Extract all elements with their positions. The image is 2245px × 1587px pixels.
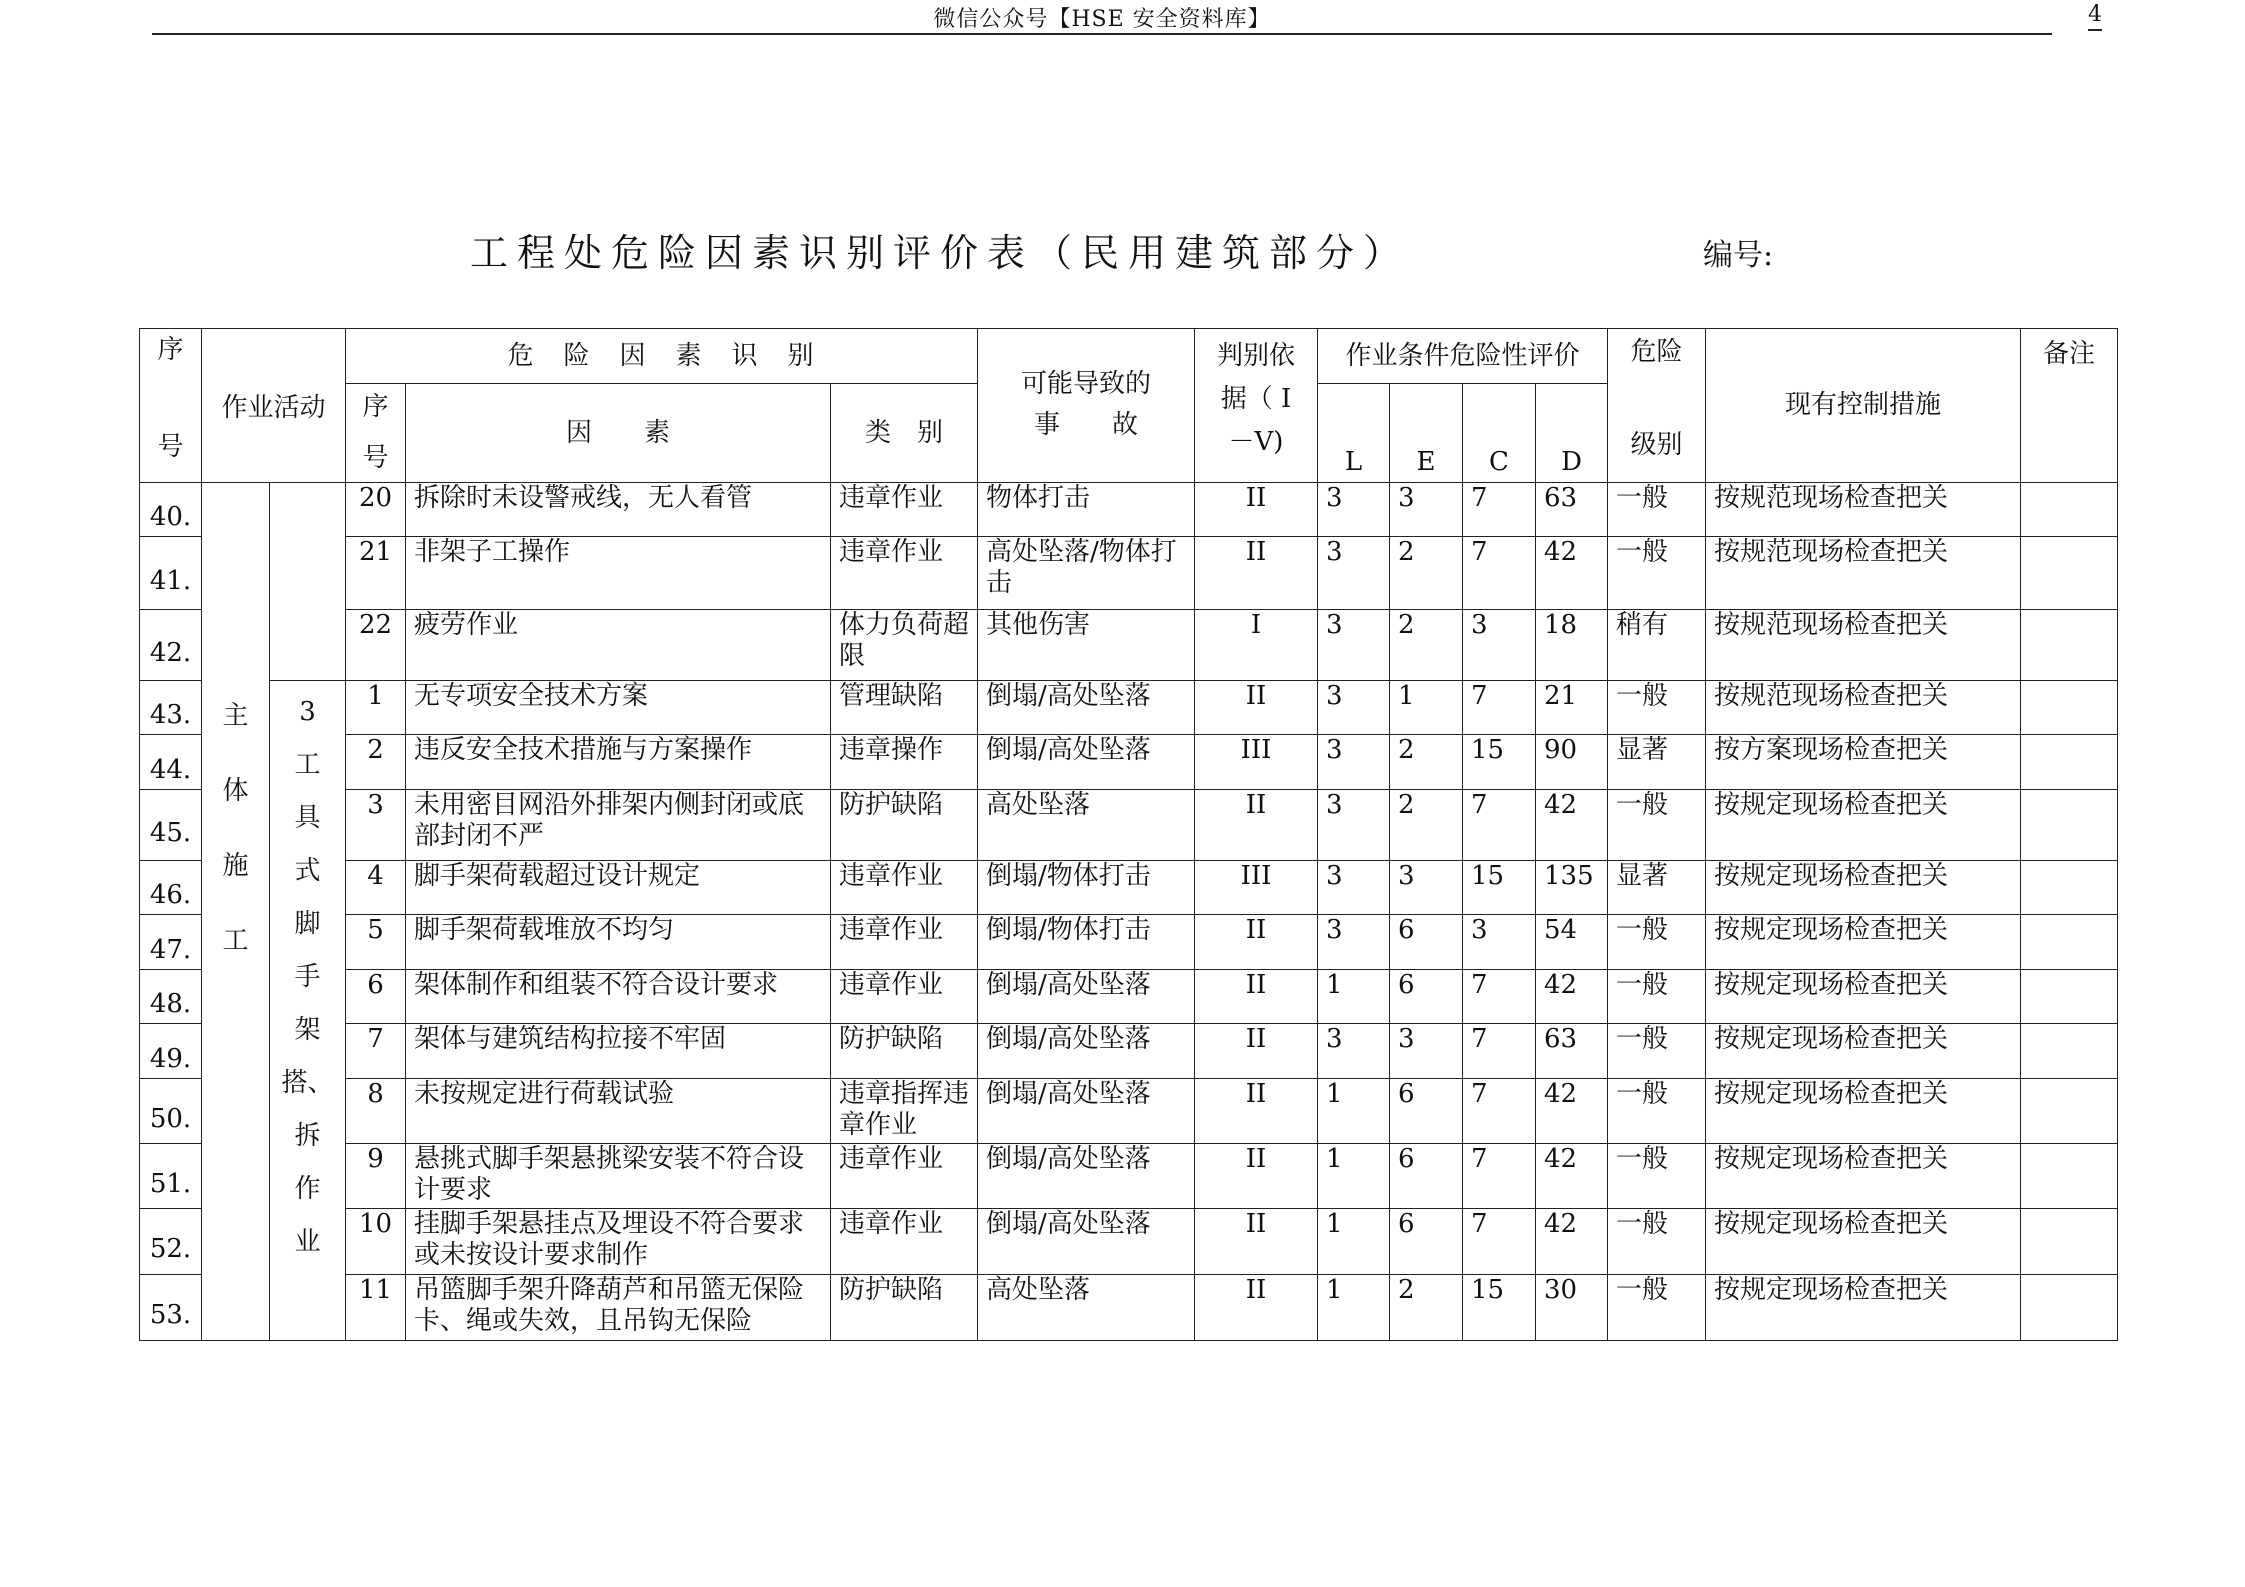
col-level-header — [1608, 329, 1706, 483]
value-E: 3 — [1390, 483, 1463, 537]
table-row — [140, 537, 2118, 610]
category: 防护缺陷 — [831, 1024, 978, 1079]
accident: 其他伤害 — [978, 610, 1195, 681]
row-number: 52. — [140, 1209, 202, 1275]
remark — [2021, 735, 2118, 790]
factor: 未按规定进行荷载试验 — [406, 1079, 831, 1144]
category: 防护缺陷 — [831, 790, 978, 861]
value-L: 3 — [1318, 483, 1390, 537]
factor: 悬挑式脚手架悬挑梁安装不符合设计要求 — [406, 1144, 831, 1209]
remark — [2021, 681, 2118, 735]
risk-level: 显著 — [1608, 735, 1706, 790]
value-L: 1 — [1318, 970, 1390, 1024]
col-accident-line1: 可能导致的 — [1020, 369, 1151, 399]
risk-level: 一般 — [1608, 1209, 1706, 1275]
value-C: 15 — [1463, 861, 1536, 915]
factor: 脚手架荷载超过设计规定 — [406, 861, 831, 915]
row-number: 43. — [140, 681, 202, 735]
serial-number-label: 编号: — [1703, 238, 1774, 273]
accident: 倒塌/高处坠落 — [978, 681, 1195, 735]
value-C: 15 — [1463, 1275, 1536, 1341]
value-D: 42 — [1536, 1209, 1608, 1275]
table-row — [140, 1079, 2118, 1144]
factor: 脚手架荷载堆放不均匀 — [406, 915, 831, 970]
value-L: 3 — [1318, 915, 1390, 970]
category: 违章操作 — [831, 735, 978, 790]
category: 防护缺陷 — [831, 1275, 978, 1341]
value-E: 2 — [1390, 1275, 1463, 1341]
value-L: 3 — [1318, 537, 1390, 610]
activity-sub-cell — [270, 681, 346, 1341]
value-C: 15 — [1463, 735, 1536, 790]
table-row — [140, 735, 2118, 790]
col-sub-seq-bottom: 号 — [362, 443, 389, 473]
activity-sub-char: 搭、 — [281, 1068, 334, 1098]
factor: 挂脚手架悬挂点及埋设不符合要求或未按设计要求制作 — [406, 1209, 831, 1275]
value-L: 1 — [1318, 1079, 1390, 1144]
activity-sub-char: 作 — [294, 1174, 321, 1204]
page-number: 4 — [2088, 2, 2102, 31]
risk-level: 一般 — [1608, 970, 1706, 1024]
col-seq-header — [140, 329, 202, 483]
value-D: 18 — [1536, 610, 1608, 681]
sub-seq: 5 — [346, 915, 406, 970]
col-remarks-header: 备注 — [2021, 329, 2118, 483]
col-level-top: 危险 — [1630, 337, 1683, 367]
activity-sub-char: 脚 — [294, 909, 321, 939]
activity-main-char: 施 — [222, 851, 249, 881]
basis: III — [1195, 861, 1318, 915]
table-row — [140, 681, 2118, 735]
factor: 疲劳作业 — [406, 610, 831, 681]
activity-main-char: 主 — [222, 701, 249, 731]
value-L: 1 — [1318, 1209, 1390, 1275]
col-basis-line1: 判别依 — [1216, 341, 1295, 371]
value-E: 2 — [1390, 537, 1463, 610]
control-measure: 按规范现场检查把关 — [1706, 483, 2021, 537]
control-measure: 按规定现场检查把关 — [1706, 1275, 2021, 1341]
value-E: 3 — [1390, 861, 1463, 915]
sub-seq: 3 — [346, 790, 406, 861]
accident: 倒塌/高处坠落 — [978, 1079, 1195, 1144]
remark — [2021, 790, 2118, 861]
value-C: 3 — [1463, 915, 1536, 970]
sub-seq: 21 — [346, 537, 406, 610]
sub-seq: 9 — [346, 1144, 406, 1209]
accident: 高处坠落 — [978, 790, 1195, 861]
activity-sub-char: 工 — [294, 750, 321, 780]
activity-sub-char: 架 — [294, 1015, 321, 1045]
sub-seq: 20 — [346, 483, 406, 537]
value-E: 2 — [1390, 735, 1463, 790]
control-measure: 按规定现场检查把关 — [1706, 1144, 2021, 1209]
category: 违章作业 — [831, 1209, 978, 1275]
value-C: 7 — [1463, 1024, 1536, 1079]
activity-main-char: 体 — [222, 776, 249, 806]
value-D: 42 — [1536, 970, 1608, 1024]
sub-seq: 7 — [346, 1024, 406, 1079]
value-L: 3 — [1318, 790, 1390, 861]
remark — [2021, 1275, 2118, 1341]
control-measure: 按规定现场检查把关 — [1706, 790, 2021, 861]
category: 违章指挥违章作业 — [831, 1079, 978, 1144]
col-activity-header: 作业活动 — [202, 329, 346, 483]
control-measure: 按规定现场检查把关 — [1706, 970, 2021, 1024]
row-number: 41. — [140, 537, 202, 610]
col-category-header: 类 别 — [831, 384, 978, 483]
col-hazard-id-group: 危 险 因 素 识 别 — [346, 329, 978, 384]
value-D: 42 — [1536, 1144, 1608, 1209]
control-measure: 按规定现场检查把关 — [1706, 1079, 2021, 1144]
factor: 非架子工操作 — [406, 537, 831, 610]
activity-sub-char: 具 — [294, 803, 321, 833]
table-row — [140, 1209, 2118, 1275]
remark — [2021, 1209, 2118, 1275]
activity-sub-char: 3 — [299, 697, 316, 727]
table-row — [140, 1275, 2118, 1341]
value-C: 7 — [1463, 681, 1536, 735]
risk-level: 一般 — [1608, 1079, 1706, 1144]
activity-sub-char: 式 — [294, 856, 321, 886]
value-E: 3 — [1390, 1024, 1463, 1079]
value-E: 6 — [1390, 1144, 1463, 1209]
basis: II — [1195, 915, 1318, 970]
control-measure: 按规定现场检查把关 — [1706, 1024, 2021, 1079]
control-measure: 按规定现场检查把关 — [1706, 915, 2021, 970]
sub-seq: 2 — [346, 735, 406, 790]
remark — [2021, 483, 2118, 537]
table-row — [140, 483, 2118, 537]
value-E: 1 — [1390, 681, 1463, 735]
remark — [2021, 1024, 2118, 1079]
table-row — [140, 1024, 2118, 1079]
col-L-header: L — [1318, 384, 1390, 483]
col-C-header: C — [1463, 384, 1536, 483]
value-C: 7 — [1463, 1144, 1536, 1209]
value-E: 2 — [1390, 610, 1463, 681]
risk-level: 稍有 — [1608, 610, 1706, 681]
col-sub-seq-header — [346, 384, 406, 483]
row-number: 44. — [140, 735, 202, 790]
basis: II — [1195, 1024, 1318, 1079]
risk-level: 一般 — [1608, 1024, 1706, 1079]
basis: II — [1195, 537, 1318, 610]
col-measures-header: 现有控制措施 — [1706, 329, 2021, 483]
value-D: 135 — [1536, 861, 1608, 915]
accident: 物体打击 — [978, 483, 1195, 537]
activity-sub-blank — [270, 483, 346, 681]
accident: 高处坠落 — [978, 1275, 1195, 1341]
col-sub-seq-top: 序 — [362, 392, 389, 422]
factor: 未用密目网沿外排架内侧封闭或底部封闭不严 — [406, 790, 831, 861]
header-divider — [152, 33, 2052, 35]
sub-seq: 4 — [346, 861, 406, 915]
sub-seq: 22 — [346, 610, 406, 681]
control-measure: 按规范现场检查把关 — [1706, 537, 2021, 610]
factor: 吊篮脚手架升降葫芦和吊篮无保险卡、绳或失效，且吊钩无保险 — [406, 1275, 831, 1341]
col-accident-header — [978, 329, 1195, 483]
row-number: 46. — [140, 861, 202, 915]
risk-level: 一般 — [1608, 537, 1706, 610]
col-basis-line2: 据（ I — [1220, 384, 1292, 414]
table-row — [140, 861, 2118, 915]
activity-main-char: 工 — [222, 926, 249, 956]
sub-seq: 6 — [346, 970, 406, 1024]
value-C: 7 — [1463, 970, 1536, 1024]
col-seq-top: 序 — [157, 335, 184, 365]
sub-seq: 1 — [346, 681, 406, 735]
col-seq-bottom: 号 — [157, 432, 184, 462]
value-C: 7 — [1463, 483, 1536, 537]
value-D: 42 — [1536, 1079, 1608, 1144]
col-D-header: D — [1536, 384, 1608, 483]
row-number: 40. — [140, 483, 202, 537]
factor: 架体与建筑结构拉接不牢固 — [406, 1024, 831, 1079]
accident: 倒塌/物体打击 — [978, 861, 1195, 915]
col-E-header: E — [1390, 384, 1463, 483]
factor: 违反安全技术措施与方案操作 — [406, 735, 831, 790]
value-C: 7 — [1463, 537, 1536, 610]
table-body — [140, 483, 2118, 1341]
control-measure: 按规定现场检查把关 — [1706, 861, 2021, 915]
remark — [2021, 610, 2118, 681]
value-L: 1 — [1318, 1144, 1390, 1209]
risk-level: 一般 — [1608, 1144, 1706, 1209]
remark — [2021, 537, 2118, 610]
category: 违章作业 — [831, 537, 978, 610]
basis: II — [1195, 1209, 1318, 1275]
control-measure: 按规范现场检查把关 — [1706, 681, 2021, 735]
control-measure: 按方案现场检查把关 — [1706, 735, 2021, 790]
category: 违章作业 — [831, 1144, 978, 1209]
basis: II — [1195, 970, 1318, 1024]
factor: 拆除时未设警戒线，无人看管 — [406, 483, 831, 537]
remark — [2021, 861, 2118, 915]
table-row — [140, 915, 2118, 970]
col-evaluation-group: 作业条件危险性评价 — [1318, 329, 1608, 384]
value-D: 30 — [1536, 1275, 1608, 1341]
row-number: 53. — [140, 1275, 202, 1341]
value-E: 6 — [1390, 1209, 1463, 1275]
remark — [2021, 970, 2118, 1024]
row-number: 42. — [140, 610, 202, 681]
table-row — [140, 790, 2118, 861]
remark — [2021, 1144, 2118, 1209]
control-measure: 按规范现场检查把关 — [1706, 610, 2021, 681]
value-L: 3 — [1318, 735, 1390, 790]
accident: 倒塌/高处坠落 — [978, 735, 1195, 790]
table-row — [140, 1144, 2118, 1209]
basis: II — [1195, 681, 1318, 735]
col-basis-line3: －V) — [1228, 427, 1284, 457]
category: 违章作业 — [831, 483, 978, 537]
row-number: 48. — [140, 970, 202, 1024]
value-D: 54 — [1536, 915, 1608, 970]
col-factor-header: 因 素 — [406, 384, 831, 483]
row-number: 51. — [140, 1144, 202, 1209]
value-L: 1 — [1318, 1275, 1390, 1341]
value-D: 63 — [1536, 483, 1608, 537]
value-L: 3 — [1318, 861, 1390, 915]
value-D: 63 — [1536, 1024, 1608, 1079]
accident: 倒塌/物体打击 — [978, 915, 1195, 970]
basis: II — [1195, 790, 1318, 861]
basis: III — [1195, 735, 1318, 790]
risk-level: 一般 — [1608, 681, 1706, 735]
value-D: 21 — [1536, 681, 1608, 735]
factor: 架体制作和组装不符合设计要求 — [406, 970, 831, 1024]
value-D: 42 — [1536, 537, 1608, 610]
accident: 倒塌/高处坠落 — [978, 1024, 1195, 1079]
col-level-bottom: 级别 — [1630, 430, 1683, 460]
accident: 倒塌/高处坠落 — [978, 1209, 1195, 1275]
category: 体力负荷超限 — [831, 610, 978, 681]
risk-level: 一般 — [1608, 915, 1706, 970]
control-measure: 按规定现场检查把关 — [1706, 1209, 2021, 1275]
col-basis-header — [1195, 329, 1318, 483]
sub-seq: 8 — [346, 1079, 406, 1144]
row-number: 50. — [140, 1079, 202, 1144]
risk-level: 一般 — [1608, 483, 1706, 537]
sub-seq: 11 — [346, 1275, 406, 1341]
category: 违章作业 — [831, 915, 978, 970]
basis: II — [1195, 1144, 1318, 1209]
remark — [2021, 1079, 2118, 1144]
accident: 高处坠落/物体打击 — [978, 537, 1195, 610]
remark — [2021, 915, 2118, 970]
category: 管理缺陷 — [831, 681, 978, 735]
accident: 倒塌/高处坠落 — [978, 970, 1195, 1024]
value-C: 3 — [1463, 610, 1536, 681]
factor: 无专项安全技术方案 — [406, 681, 831, 735]
value-E: 2 — [1390, 790, 1463, 861]
value-E: 6 — [1390, 915, 1463, 970]
activity-sub-char: 拆 — [294, 1121, 321, 1151]
row-number: 45. — [140, 790, 202, 861]
activity-main-cell — [202, 483, 270, 1341]
activity-sub-char: 手 — [294, 962, 321, 992]
sub-seq: 10 — [346, 1209, 406, 1275]
col-accident-line2: 事 故 — [1033, 410, 1138, 440]
page-title: 工程处危险因素识别评价表（民用建筑部分） — [470, 231, 1411, 275]
accident: 倒塌/高处坠落 — [978, 1144, 1195, 1209]
category: 违章作业 — [831, 970, 978, 1024]
value-E: 6 — [1390, 1079, 1463, 1144]
value-C: 7 — [1463, 1209, 1536, 1275]
row-number: 47. — [140, 915, 202, 970]
value-L: 3 — [1318, 610, 1390, 681]
table-header — [140, 329, 2118, 483]
page-header-source: 微信公众号【HSE 安全资料库】 — [933, 7, 1271, 32]
category: 违章作业 — [831, 861, 978, 915]
value-L: 3 — [1318, 1024, 1390, 1079]
value-C: 7 — [1463, 1079, 1536, 1144]
value-D: 42 — [1536, 790, 1608, 861]
basis: II — [1195, 483, 1318, 537]
table-row — [140, 610, 2118, 681]
risk-level: 一般 — [1608, 1275, 1706, 1341]
risk-level: 显著 — [1608, 861, 1706, 915]
activity-sub-char: 业 — [294, 1227, 321, 1257]
value-E: 6 — [1390, 970, 1463, 1024]
row-number: 49. — [140, 1024, 202, 1079]
value-D: 90 — [1536, 735, 1608, 790]
basis: II — [1195, 1275, 1318, 1341]
risk-level: 一般 — [1608, 790, 1706, 861]
value-C: 7 — [1463, 790, 1536, 861]
value-L: 3 — [1318, 681, 1390, 735]
basis: I — [1195, 610, 1318, 681]
hazard-evaluation-table — [139, 328, 2118, 1341]
basis: II — [1195, 1079, 1318, 1144]
table-row — [140, 970, 2118, 1024]
